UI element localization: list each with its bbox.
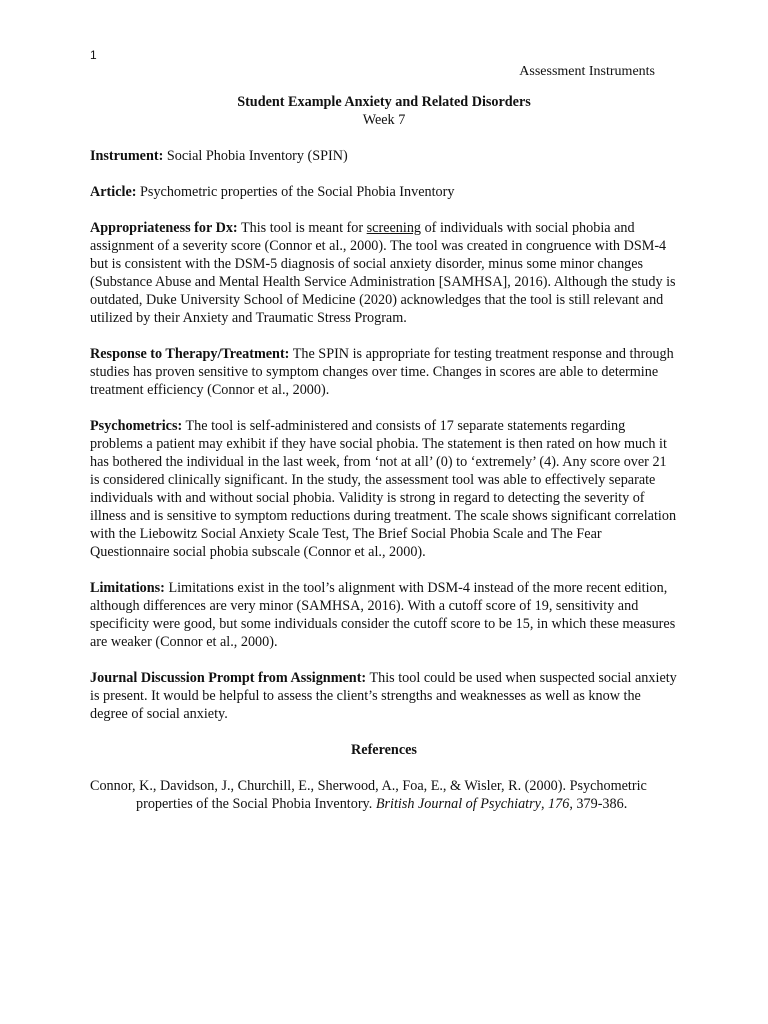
reference-separator: , (540, 796, 549, 812)
article-text: Psychometric properties of the Social Phobia Inventory (136, 184, 455, 200)
document-subtitle: Week 7 (362, 112, 406, 128)
screening-underlined-word: screening (366, 220, 422, 236)
journal-prompt-label: Journal Discussion Prompt from Assignment: (90, 670, 367, 686)
references-heading: References (351, 742, 417, 758)
psychometrics-label: Psychometrics: (90, 418, 183, 434)
document-body (90, 93, 678, 813)
instrument-label: Instrument: (90, 148, 164, 164)
appropriateness-paragraph (90, 219, 678, 327)
page-number: 1 (90, 48, 97, 62)
journal-prompt-paragraph (90, 669, 678, 723)
document-title: Student Example Anxiety and Related Disorders (237, 94, 531, 110)
limitations-label: Limitations: (90, 580, 165, 596)
reference-journal: British Journal of Psychiatry (375, 796, 541, 812)
psychometrics-text: The tool is self-administered and consists of 17 separate statements regarding problems a patient may exhibit if they have social phobia. The statement is then rated on how much it has bothered the individual in the last week, from ‘not at all’ (0) to ‘extremely’ (4). Any score over 21 is considered clinically significant. In the study, the assessment tool was able to effectively separate individuals with and without social phobia. Validity is strong in regard to detecting the severity of illness and is sensitive to symptom reductions during treatment. The scale shows significant correlation with the Liebowitz Social Anxiety Scale Test, The Brief Social Phobia Scale and The Fear Questionnaire social phobia subscale (Connor et al., 2000). (90, 418, 677, 560)
limitations-text: Limitations exist in the tool’s alignment with DSM-4 instead of the more recent edition, although differences are very minor (SAMHSA, 2016). With a cutoff score of 19, sensitivity and specificity were good, but some individuals consider the cutoff score to be 15, in which these measures are weaker (Connor et al., 2000). (90, 580, 676, 650)
title-block (90, 93, 678, 129)
response-paragraph (90, 345, 678, 399)
reference-authors-title: Connor, K., Davidson, J., Churchill, E., Sherwood, A., Foa, E., & Wisler, R. (2000). Psychometric properties of the Social Phobia Inventory. (90, 778, 647, 812)
limitations-paragraph (90, 579, 678, 651)
article-paragraph (90, 183, 678, 201)
appropriateness-label: Appropriateness for Dx: (90, 220, 238, 236)
reference-entry (90, 777, 678, 813)
response-label: Response to Therapy/Treatment: (90, 346, 290, 362)
response-text: The SPIN is appropriate for testing treatment response and through studies has proven sensitive to symptom changes over time. Changes in scores are able to determine treatment efficiency (Connor et al., 2000). (90, 346, 674, 398)
appropriateness-text-after: of individuals with social phobia and assignment of a severity score (Connor et al., 2000). The tool was created in congruence with DSM-4 but is consistent with the DSM-5 diagnosis of social anxiety disorder, minus some minor changes (Substance Abuse and Mental Health Service Administration [SAMHSA], 2016). Although the study is outdated, Duke University School of Medicine (2020) acknowledges that the tool is still relevant and utilized by their Anxiety and Traumatic Stress Program. (90, 220, 676, 326)
psychometrics-paragraph (90, 417, 678, 561)
running-head: Assessment Instruments (519, 64, 655, 79)
reference-pages: , 379-386. (569, 796, 628, 812)
article-label: Article: (90, 184, 137, 200)
reference-volume: 176 (548, 796, 570, 812)
instrument-text: Social Phobia Inventory (SPIN) (163, 148, 348, 164)
journal-prompt-text: This tool could be used when suspected social anxiety is present. It would be helpful to assess the client’s strengths and weaknesses as well as know the degree of social anxiety. (90, 670, 677, 722)
appropriateness-text-before: This tool is meant for (237, 220, 367, 236)
instrument-paragraph (90, 147, 678, 165)
